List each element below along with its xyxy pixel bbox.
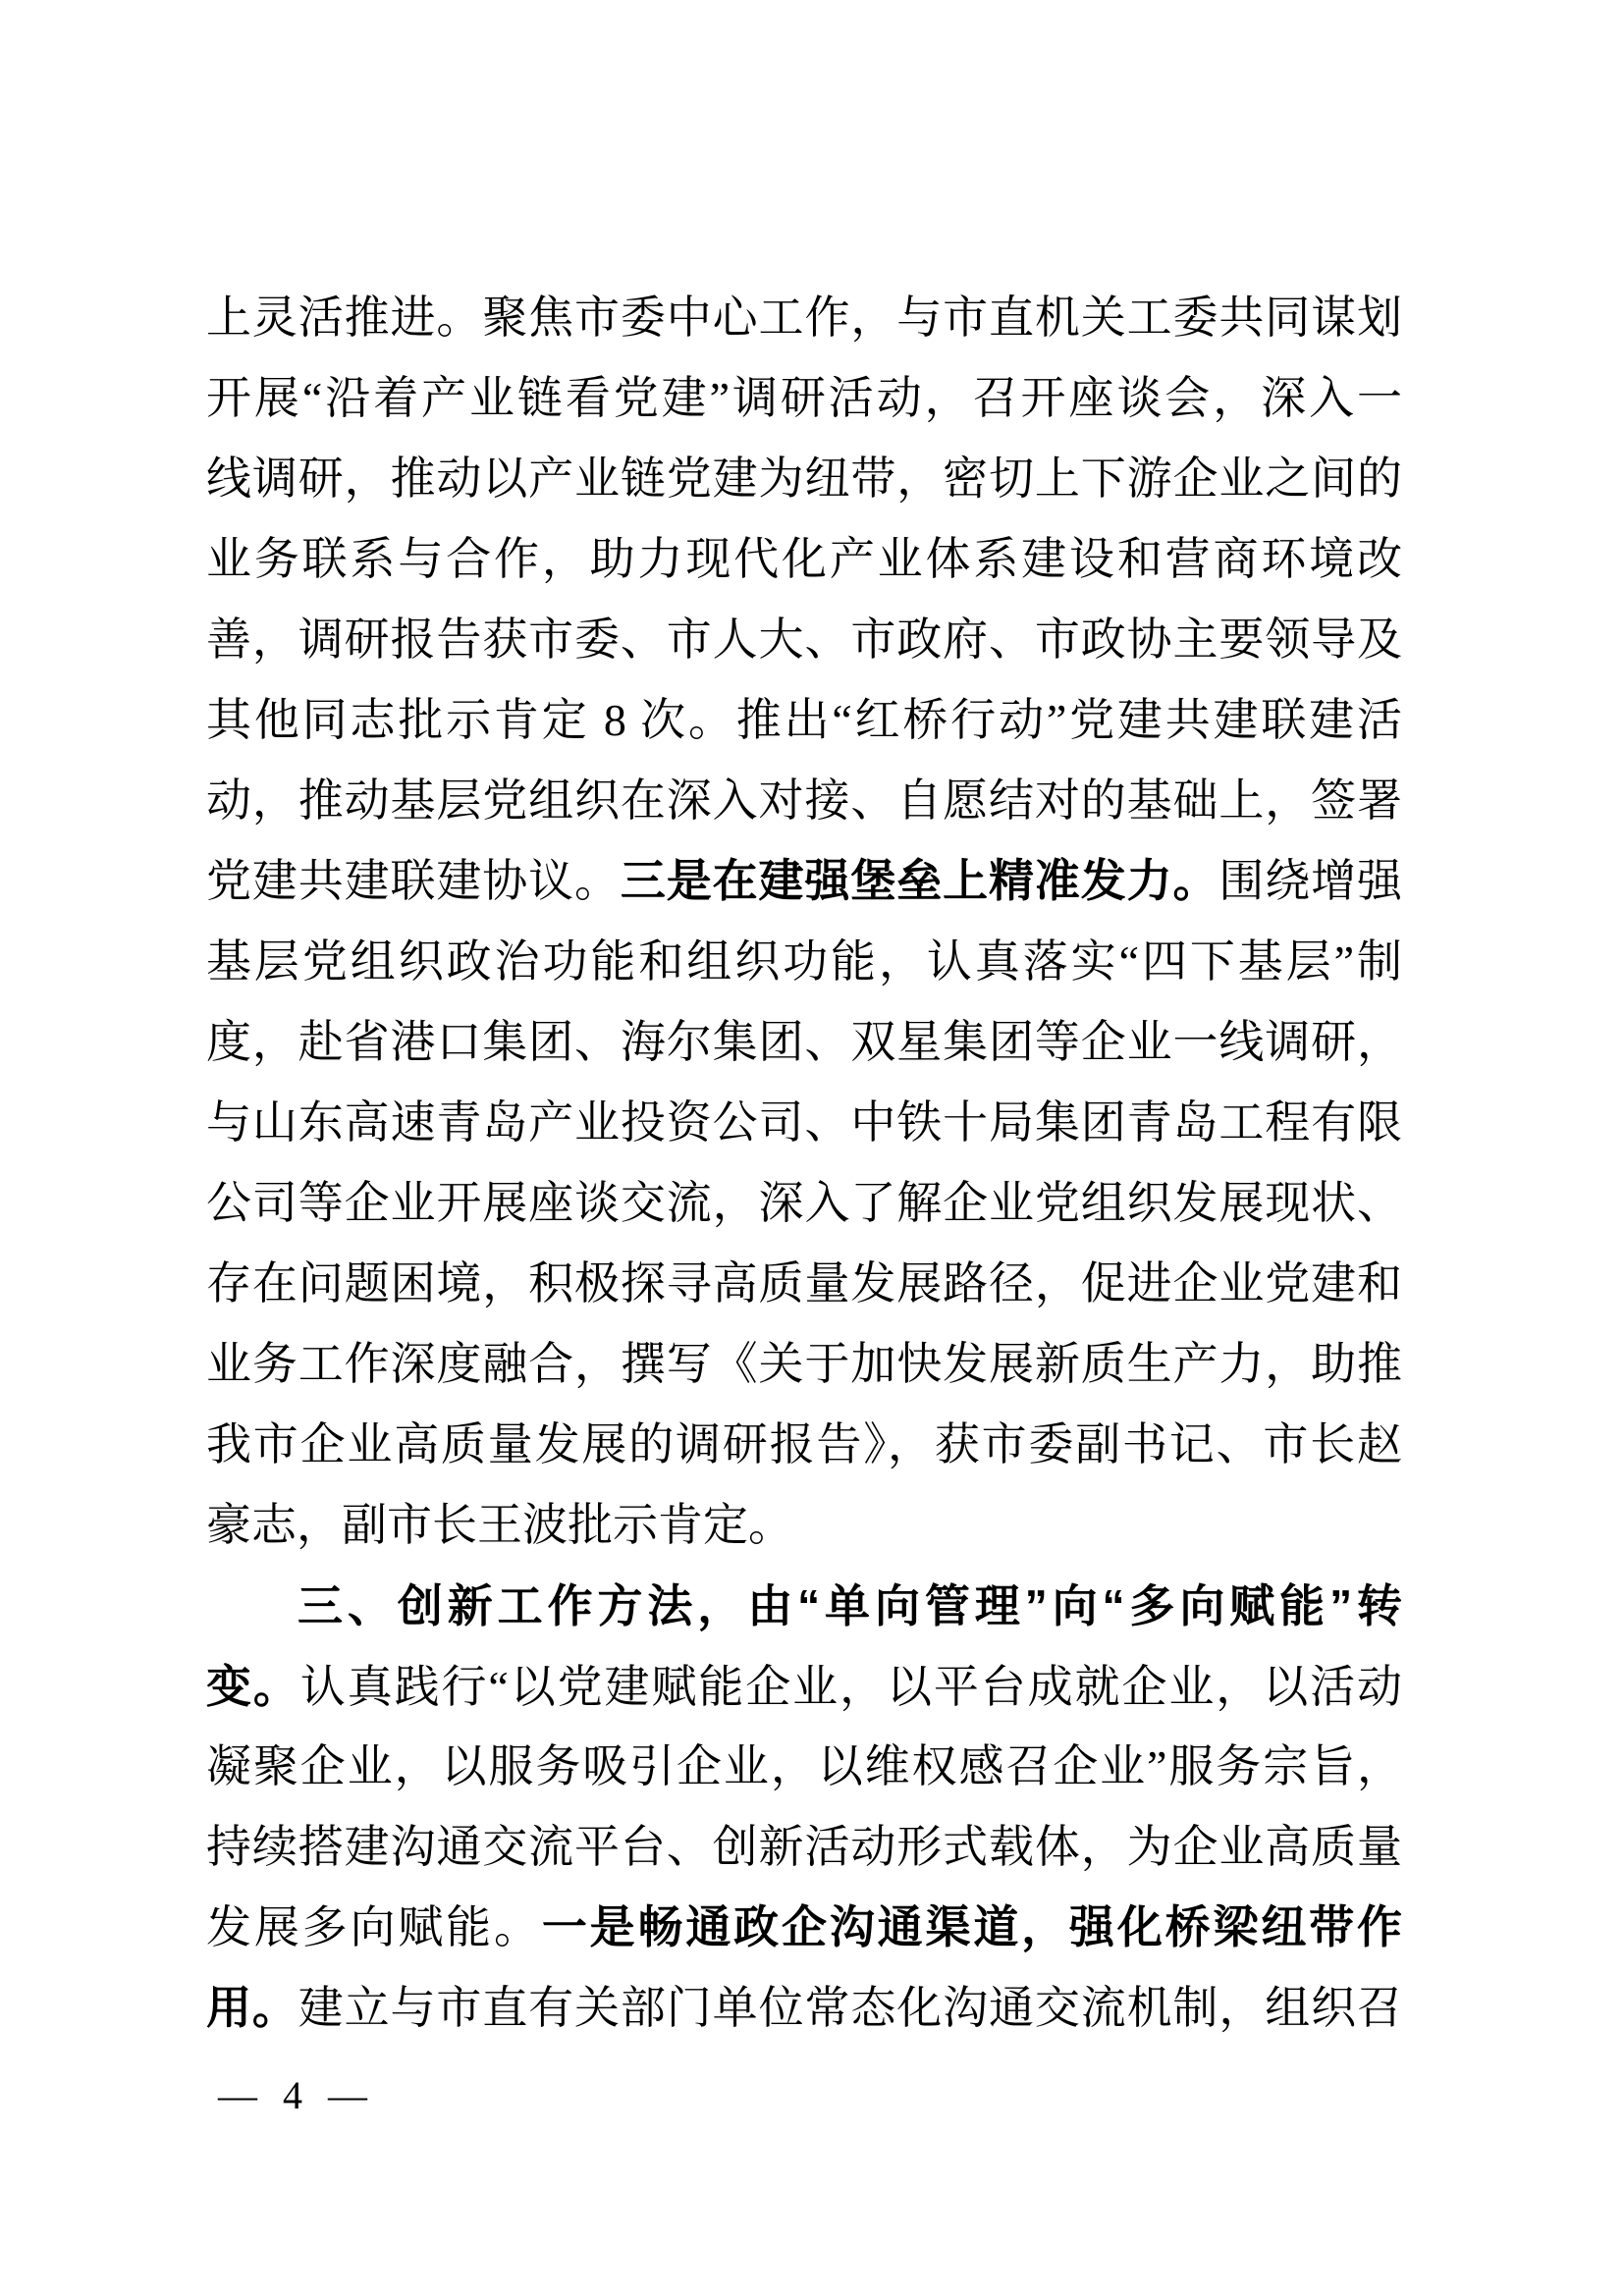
text-line-12 xyxy=(206,1163,1402,1244)
text-line-19 xyxy=(206,1727,1402,1807)
emphasis-text: 一是畅通政企沟通渠道，强化桥梁纽带作 xyxy=(541,1902,1403,1952)
text-line-8 xyxy=(206,841,1402,922)
body-text: 凝聚企业，以服务吸引企业，以维权感召企业”服务宗旨， xyxy=(206,1741,1402,1791)
text-line-20 xyxy=(206,1807,1402,1888)
text-line-3 xyxy=(206,439,1402,519)
body-text: 豪志，副市长王波批示肯定。 xyxy=(206,1500,793,1550)
body-text: 建立与市直有关部门单位常态化沟通交流机制，组织召 xyxy=(298,1983,1403,2033)
heading-text: 三、创新工作方法，由“单向管理”向“多向赋能”转 xyxy=(298,1580,1402,1631)
body-text: 度，赴省港口集团、海尔集团、双星集团等企业一线调研， xyxy=(206,1017,1402,1067)
text-line-16 xyxy=(206,1485,1402,1566)
emphasis-text: 三是在建强堡垒上精准发力。 xyxy=(620,856,1219,906)
body-text: 其他同志批示肯定 8 次。推出“红桥行动”党建共建联建活 xyxy=(206,695,1402,745)
body-text: 公司等企业开展座谈交流，深入了解企业党组织发展现状、 xyxy=(206,1178,1402,1228)
body-text: 基层党组织政治功能和组织功能，认真落实“四下基层”制 xyxy=(206,936,1402,987)
text-line-6 xyxy=(206,680,1402,761)
body-text: 我市企业高质量发展的调研报告》，获市委副书记、市长赵 xyxy=(206,1419,1402,1469)
body-text: 持续搭建沟通交流平台、创新活动形式载体，为企业高质量 xyxy=(206,1822,1402,1872)
text-line-13 xyxy=(206,1244,1402,1324)
body-text: 与山东高速青岛产业投资公司、中铁十局集团青岛工程有限 xyxy=(206,1097,1402,1148)
heading-text: 变。 xyxy=(206,1661,300,1712)
body-text: 党建共建联建协议。 xyxy=(206,856,621,906)
text-line-18 xyxy=(206,1646,1402,1727)
text-line-22 xyxy=(206,1968,1402,2049)
body-text: 业务联系与合作，助力现代化产业体系建设和营商环境改 xyxy=(206,534,1402,584)
page-number: — 4 — xyxy=(218,2073,375,2117)
text-line-4 xyxy=(206,519,1402,600)
body-text: 发展多向赋能。 xyxy=(206,1902,542,1952)
text-line-9 xyxy=(206,922,1402,1002)
document-body xyxy=(206,278,1402,2049)
text-line-5 xyxy=(206,600,1402,680)
body-text: 动，推动基层党组织在深入对接、自愿结对的基础上，签署 xyxy=(206,775,1402,826)
text-line-17 xyxy=(206,1566,1402,1646)
text-line-1 xyxy=(206,278,1402,358)
text-line-11 xyxy=(206,1083,1402,1163)
emphasis-text: 用。 xyxy=(206,1983,298,2033)
body-text: 线调研，推动以产业链党建为纽带，密切上下游企业之间的 xyxy=(206,454,1402,504)
body-text: 上灵活推进。聚焦市委中心工作，与市直机关工委共同谋划 xyxy=(206,293,1402,343)
text-line-14 xyxy=(206,1324,1402,1405)
body-text: 存在问题困境，积极探寻高质量发展路径，促进企业党建和 xyxy=(206,1258,1402,1308)
text-line-7 xyxy=(206,761,1402,841)
body-text: 围绕增强 xyxy=(1218,856,1403,906)
text-line-10 xyxy=(206,1002,1402,1083)
body-text: 业务工作深度融合，撰写《关于加快发展新质生产力，助推 xyxy=(206,1339,1402,1389)
body-text: 认真践行“以党建赋能企业，以平台成就企业，以活动 xyxy=(299,1662,1403,1712)
body-text: 善，调研报告获市委、市人大、市政府、市政协主要领导及 xyxy=(206,614,1402,665)
text-line-2 xyxy=(206,358,1402,439)
body-text: 开展“沿着产业链看党建”调研活动，召开座谈会，深入一 xyxy=(206,373,1402,423)
text-line-15 xyxy=(206,1405,1402,1485)
text-line-21 xyxy=(206,1888,1402,1968)
